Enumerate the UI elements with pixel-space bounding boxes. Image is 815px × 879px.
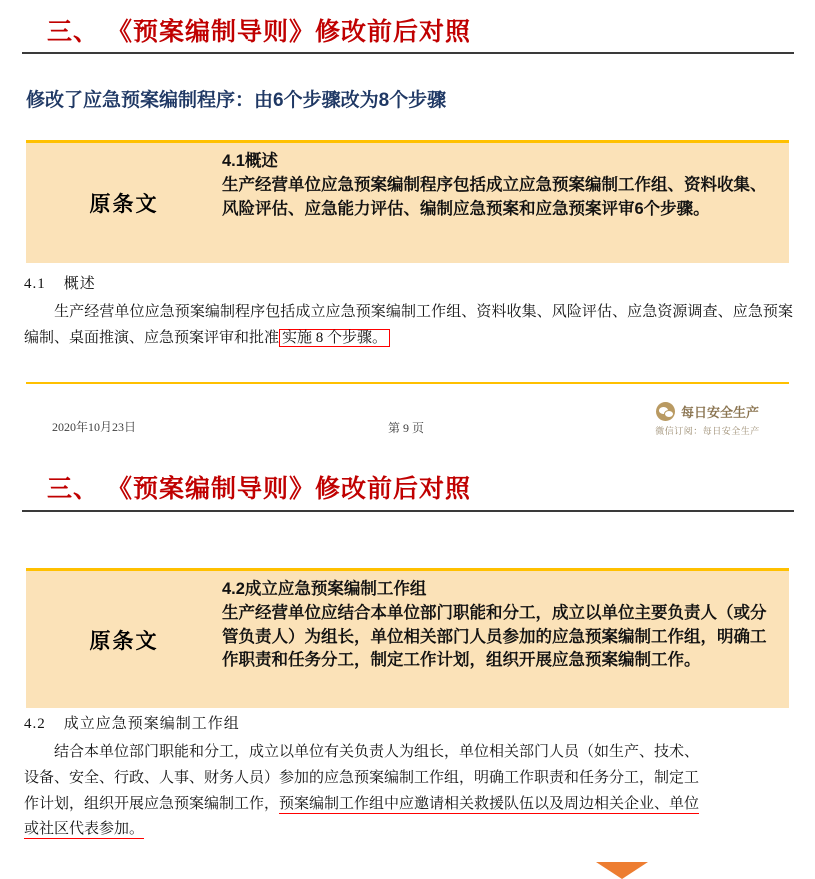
original-clause-box-1 [26, 140, 789, 263]
subtitle-1: 修改了应急预案编制程序：由6个步骤改为8个步骤 [26, 90, 447, 111]
revised-text-2-line-4 [24, 817, 793, 843]
footer-page-number: 第 9 页 [388, 421, 425, 435]
revised-section-number-2: 4.2 [24, 716, 46, 732]
revised-line1: 结合本单位部门职能和分工，成立以单位有关负责人为组长，单位相关部门人员（如生产、技术、 [54, 744, 700, 760]
revised-excerpt-1 [0, 272, 815, 352]
page-title-2: 三、 《预案编制导则》修改前后对照 [47, 475, 471, 503]
original-clause-text-2: 生产经营单位应结合本单位部门职能和分工，成立以单位主要负责人（或分管负责人）为组长，单位相关部门人员参加的应急预案编制工作组，明确工作职责和任务分工，制定工作计划，组织开展应急预案编制工作。 [222, 604, 767, 670]
revised-section-heading-1: 概述 [63, 276, 96, 292]
watermark-row [620, 402, 795, 421]
original-clause-body-2 [222, 571, 789, 708]
original-clause-body-1 [222, 143, 789, 263]
original-clause-text-1: 生产经营单位应急预案编制程序包括成立应急预案编制工作组、资料收集、风险评估、应急能力评估、编制应急预案和应急预案评审6个步骤。 [222, 176, 767, 218]
revised-text-2-line-3 [24, 792, 793, 818]
watermark-badge [620, 402, 795, 437]
revised-text-2-line-1 [24, 740, 793, 766]
section-rule-1 [26, 382, 789, 384]
original-clause-label-1: 原条文 [89, 193, 159, 216]
watermark-subtitle: 微信订阅：每日安全生产 [655, 426, 760, 436]
revised-text-1 [24, 300, 793, 352]
original-clause-box-2 [26, 568, 789, 708]
revised-line2: 设备、安全、行政、人事、财务人员）参加的应急预案编制工作组，明确工作职责和任务分工，制定工 [24, 769, 700, 786]
revised-heading-row-1 [24, 272, 815, 293]
page-title-1: 三、 《预案编制导则》修改前后对照 [47, 18, 471, 46]
original-clause-label-2: 原条文 [89, 629, 159, 653]
revised-section-heading-2: 成立应急预案编制工作组 [63, 716, 240, 732]
revised-excerpt-2 [0, 712, 815, 843]
wechat-icon [656, 402, 675, 421]
revised-heading-row-2 [24, 712, 815, 733]
revised-line4-highlight: 或社区代表参加。 [24, 821, 145, 838]
original-clause-heading-2: 4.2成立应急预案编制工作组 [222, 580, 427, 598]
title-divider-1 [22, 52, 794, 54]
footer-date: 2020年10月23日 [52, 420, 137, 434]
watermark-name: 每日安全生产 [680, 405, 759, 420]
revised-section-number-1: 4.1 [24, 276, 46, 292]
original-clause-heading-1: 4.1概述 [222, 152, 278, 170]
title-divider-2 [22, 510, 794, 512]
revised-line3-plain: 作计划，组织开展应急预案编制工作， [24, 795, 280, 812]
revised-line3-highlight: 预案编制工作组中应邀请相关救援队伍以及周边相关企业、单位 [279, 795, 700, 812]
revised-text-plain-1: 生产经营单位应急预案编制程序包括成立应急预案编制工作组、资料收集、风险评估、应急资源调查、应急预案编制、桌面推演、应急预案评审和批准 [24, 304, 793, 346]
revised-text-2-line-2 [24, 766, 793, 792]
revised-text-highlight-1: 实施 8 个步骤。 [279, 329, 390, 347]
arrow-down-icon [596, 862, 648, 879]
